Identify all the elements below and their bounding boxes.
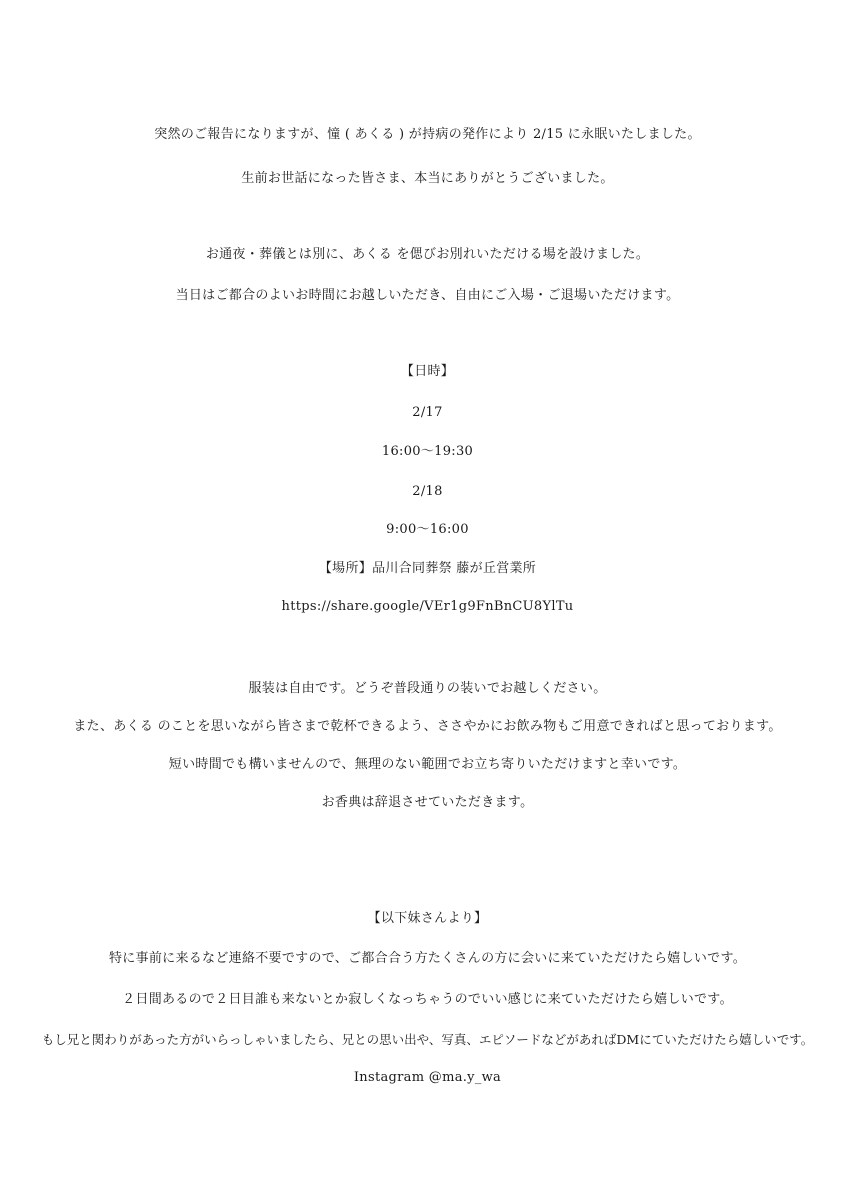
sister-instagram: Instagram @ma.y_wa bbox=[353, 1070, 502, 1085]
sister-line-2: ２日間あるので２日目誰も来ないとか寂しくなっちゃうのでいい感じに来ていただけたら嬉しいです。 bbox=[122, 992, 733, 1007]
announcement-line-1: 突然のご報告になりますが、憧 ( あくる ) が持病の発作により 2/15 に永眠いたしました。 bbox=[154, 127, 701, 142]
schedule-day2-date: 2/18 bbox=[412, 484, 443, 499]
notes-short-visit: 短い時間でも構いませんので、無理のない範囲でお立ち寄りいただけますと幸いです。 bbox=[168, 757, 687, 772]
schedule-url: https://share.google/VEr1g9FnBnCU8YlTu bbox=[281, 599, 574, 614]
gathering-line-2: 当日はご都合のよいお時間にお越しいただき、自由にご入場・ご退場いただけます。 bbox=[175, 288, 680, 303]
sister-heading: 【以下妹さんより】 bbox=[367, 911, 488, 926]
schedule-day1-date: 2/17 bbox=[412, 405, 443, 420]
gathering-line-1: お通夜・葬儀とは別に、あくる を偲びお別れいただける場を設けました。 bbox=[205, 247, 650, 262]
schedule-day2-time: 9:00〜16:00 bbox=[386, 522, 469, 537]
notes-incense: お香典は辞退させていただきます。 bbox=[321, 795, 534, 810]
schedule-venue: 【場所】品川合同葬祭 藤が丘営業所 bbox=[318, 561, 537, 576]
sister-line-1: 特に事前に来るなど連絡不要ですので、ご都合合う方たくさんの方に会いに来ていただけたら嬉しいです。 bbox=[108, 951, 747, 966]
sister-line-3: もし兄と関わりがあった方がいらっしゃいましたら、兄との思い出や、写真、エピソードなどがあればDMにていただけたら嬉しいです。 bbox=[41, 1032, 814, 1047]
notes-drinks: また、あくる のことを思いながら皆さまで乾杯できるよう、ささやかにお飲み物もご用意できればと思っております。 bbox=[73, 719, 782, 734]
notes-dress: 服装は自由です。どうぞ普段通りの装いでお越しください。 bbox=[248, 681, 607, 696]
schedule-day1-time: 16:00〜19:30 bbox=[381, 444, 474, 459]
schedule-heading: 【日時】 bbox=[400, 364, 455, 379]
announcement-line-2: 生前お世話になった皆さま、本当にありがとうございました。 bbox=[241, 171, 614, 186]
